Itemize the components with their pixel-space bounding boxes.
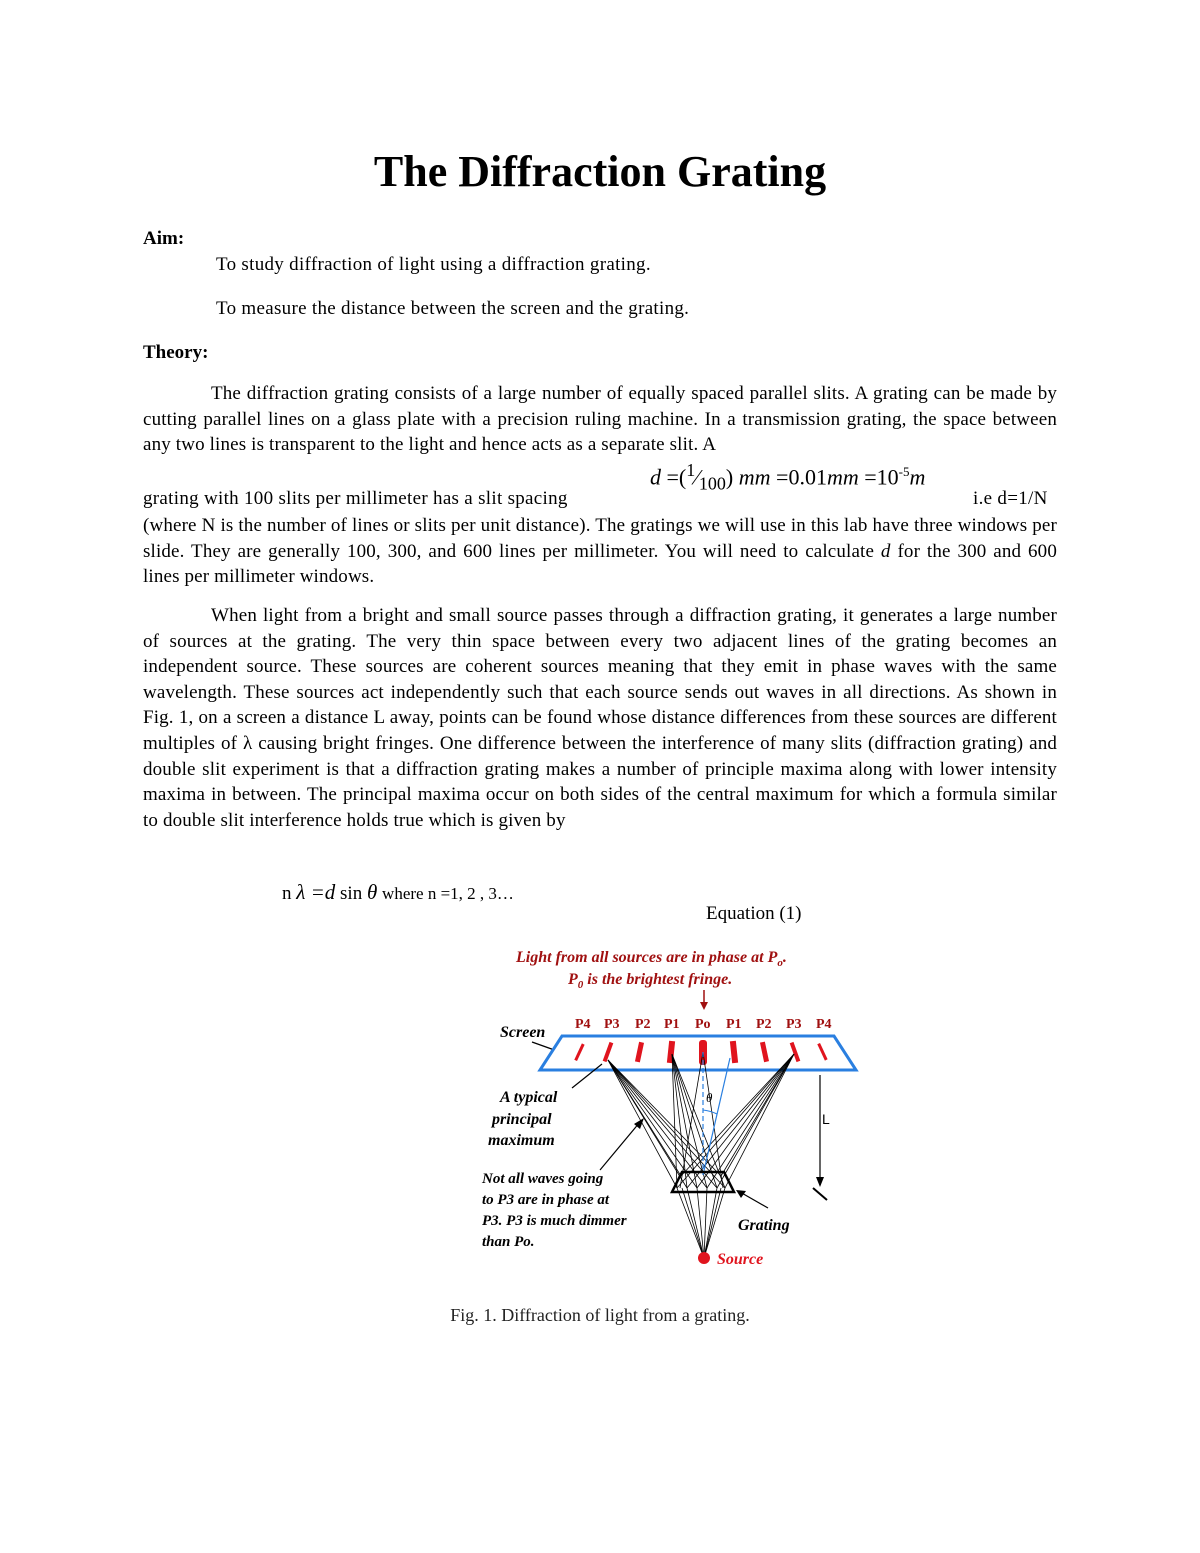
theory-p1-ie: i.e d=1/N (973, 488, 1048, 509)
formula-exponent: -5 (898, 464, 910, 479)
notall-line-4: than Po. (482, 1234, 535, 1250)
point-label-p1-right: P1 (726, 1017, 742, 1032)
notall-line-1: Not all waves going (482, 1171, 604, 1187)
theta-label: θ (706, 1090, 713, 1105)
point-label-p3-left: P3 (604, 1017, 620, 1032)
theta-arc (703, 1110, 717, 1114)
point-label-po: Po (695, 1017, 711, 1032)
formula-numerator: 1 (686, 460, 696, 480)
formula-mm1: mm (738, 464, 771, 490)
aim-item-1: To study diffraction of light using a diffraction grating. (216, 254, 651, 275)
formula-denominator: 100 (698, 473, 726, 494)
notall-line-2: to P3 are in phase at (482, 1192, 610, 1208)
source-label: Source (717, 1251, 764, 1268)
figure-top-note-line2: $P_0$ is the brightest fringe. (568, 971, 733, 991)
aim-heading: Aim: (143, 228, 185, 249)
slit-spacing-formula (650, 460, 925, 495)
screen-label: Screen (500, 1024, 546, 1041)
formula-d: d (650, 464, 661, 490)
distance-end-tick (813, 1188, 827, 1200)
theory-p1-text: The diffraction grating consists of a large number of equally spaced parallel slits. A grating can be made by cutting parallel lines on a glass plate with a precision ruling machine. In a transmission grating, the space between any two lines is transparent to the light and hence acts as a separate slit. A (143, 383, 1057, 456)
theory-p2-text: When light from a bright and small source passes through a diffraction grating, it generates a large number of sources at the grating. The very thin space between every two adjacent lines of the grating becomes an independent source. These sources are coherent sources meaning that they emit in phase waves with the same wavelength. These sources act independently such that each source sends out waves in all directions. As shown in Fig. 1, on a screen a distance L away, points can be found whose distance differences from these sources are different multiples of λ causing bright fringes. One difference between the interference of many slits (diffraction grating) and double slit experiment is that a diffraction grating makes a number of principle maxima along with lower intensity maxima in between. The principal maxima occur on both sides of the central maximum for which a formula similar to double slit interference holds true which is given by (143, 605, 1057, 831)
equation-1 (282, 880, 514, 905)
equation-where: where n =1, 2 , 3… (382, 884, 514, 903)
theory-p1-text-3: (where N is the number of lines or slits per unit distance). The gratings we will use in this lab have three windows per slide. They are generally 100, 300, and 600 lines per millimeter. You will need to calculate (143, 515, 1057, 562)
grating-pointer (740, 1192, 768, 1208)
equation-n: n (282, 883, 292, 904)
point-label-p2-right: P2 (756, 1017, 772, 1032)
notall-line-3: P3. P3 is much dimmer (482, 1213, 627, 1229)
formula-m: m (909, 464, 926, 490)
typical-line-2: principal (492, 1111, 552, 1128)
top-note-arrowhead (700, 1002, 708, 1010)
typical-maximum-label (488, 1089, 558, 1149)
theory-paragraph-1a (143, 381, 1057, 458)
formula-slash: ⁄ (695, 464, 699, 490)
page-title: The Diffraction Grating (373, 147, 827, 196)
figure-caption: Fig. 1. Diffraction of light from a grating. (450, 1305, 750, 1325)
equation-lambda: λ = (296, 880, 325, 904)
point-label-p1-left: P1 (664, 1017, 680, 1032)
point-label-p3-right: P3 (786, 1017, 802, 1032)
point-labels (575, 1017, 832, 1032)
distance-arrowhead (816, 1177, 824, 1187)
point-label-p4-left: P4 (575, 1017, 591, 1032)
formula-eq3: =10 (864, 464, 899, 490)
equation-sin: sin (335, 883, 367, 904)
not-all-waves-note (481, 1171, 627, 1250)
typical-line-3: maximum (488, 1132, 555, 1149)
formula-eq2: =0.01 (776, 464, 827, 490)
diffraction-figure (480, 940, 880, 1270)
light-source (698, 1252, 710, 1264)
aim-item-2: To measure the distance between the screen and the grating. (216, 298, 690, 319)
formula-mm2: mm (826, 464, 859, 490)
theory-paragraph-1b (143, 513, 1057, 590)
grating-label: Grating (738, 1217, 790, 1234)
formula-close: ) (725, 464, 734, 490)
notall-pointer (600, 1122, 640, 1170)
point-label-p4-right: P4 (816, 1017, 832, 1032)
theory-p1-text-4: for the 300 and 600 lines per millimeter windows. (143, 540, 1057, 588)
theory-p1-spacing-line: grating with 100 slits per millimeter has a slit spacing (143, 488, 568, 509)
equation-label: Equation (1) (706, 903, 802, 924)
theory-heading: Theory: (143, 342, 209, 363)
point-label-p2-left: P2 (635, 1017, 651, 1032)
distance-label: L (822, 1111, 830, 1127)
equation-d: d (324, 880, 336, 904)
screen (540, 1036, 856, 1070)
typical-line-1: A typical (500, 1089, 558, 1106)
theory-p1-d: d (880, 540, 891, 562)
angle-line (703, 1058, 730, 1175)
formula-eq1: =( (666, 464, 687, 490)
figure-top-note-line1: Light from all sources are in phase at $P_o$. (516, 949, 787, 969)
equation-theta: θ (366, 880, 378, 904)
theory-paragraph-2 (143, 603, 1057, 833)
